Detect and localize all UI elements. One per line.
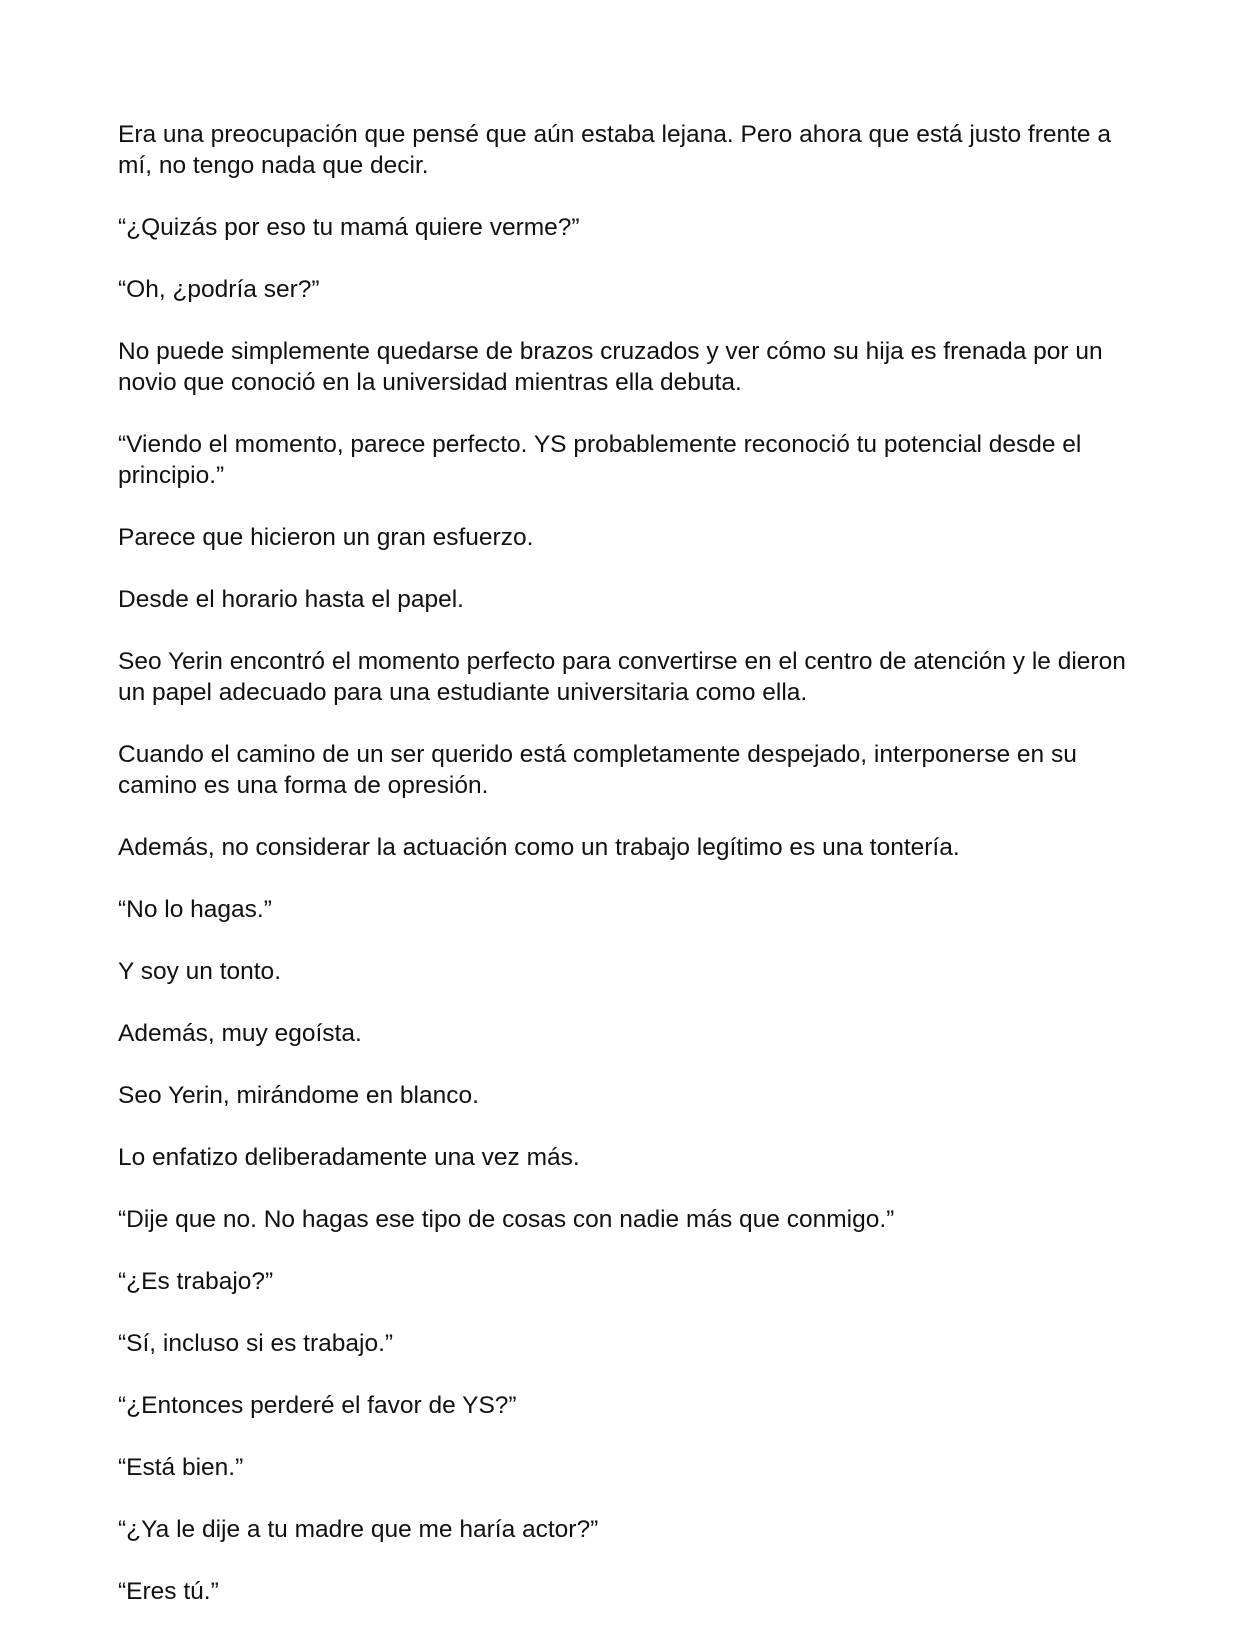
paragraph: “¿Es trabajo?”: [118, 1268, 274, 1295]
paragraph: Además, no considerar la actuación como un trabajo legítimo es una tontería.: [118, 834, 960, 861]
paragraph: “Dije que no. No hagas ese tipo de cosas con nadie más que conmigo.”: [118, 1206, 895, 1233]
paragraph: Desde el horario hasta el papel.: [118, 586, 464, 613]
paragraph: Cuando el camino de un ser querido está completamente despejado, interponerse en su camino es una forma de opresión.: [118, 741, 1077, 799]
paragraph: Parece que hicieron un gran esfuerzo.: [118, 524, 534, 551]
paragraph: “Sí, incluso si es trabajo.”: [118, 1330, 394, 1357]
paragraph: “¿Quizás por eso tu mamá quiere verme?”: [118, 214, 580, 241]
paragraph: “No lo hagas.”: [118, 896, 272, 923]
paragraph: “Oh, ¿podría ser?”: [118, 276, 320, 303]
paragraph: Además, muy egoísta.: [118, 1020, 362, 1047]
paragraph: No puede simplemente quedarse de brazos cruzados y ver cómo su hija es frenada por un novio que conoció en la universidad mientras ella debuta.: [118, 338, 1103, 396]
paragraph: “Viendo el momento, parece perfecto. YS probablemente reconoció tu potencial desde el principio.”: [118, 431, 1082, 489]
paragraph: “¿Entonces perderé el favor de YS?”: [118, 1392, 517, 1419]
document-body: [118, 119, 1128, 1638]
paragraph: Seo Yerin encontró el momento perfecto para convertirse en el centro de atención y le dieron un papel adecuado para una estudiante universitaria como ella.: [118, 648, 1126, 706]
paragraph: “Eres tú.”: [118, 1578, 219, 1605]
paragraph: “¿Ya le dije a tu madre que me haría actor?”: [118, 1516, 599, 1543]
paragraph: Era una preocupación que pensé que aún estaba lejana. Pero ahora que está justo frente a mí, no tengo nada que decir.: [118, 121, 1111, 179]
paragraph: Seo Yerin, mirándome en blanco.: [118, 1082, 479, 1109]
paragraph: Y soy un tonto.: [118, 958, 281, 985]
paragraph: “Está bien.”: [118, 1454, 244, 1481]
paragraph: Lo enfatizo deliberadamente una vez más.: [118, 1144, 580, 1171]
